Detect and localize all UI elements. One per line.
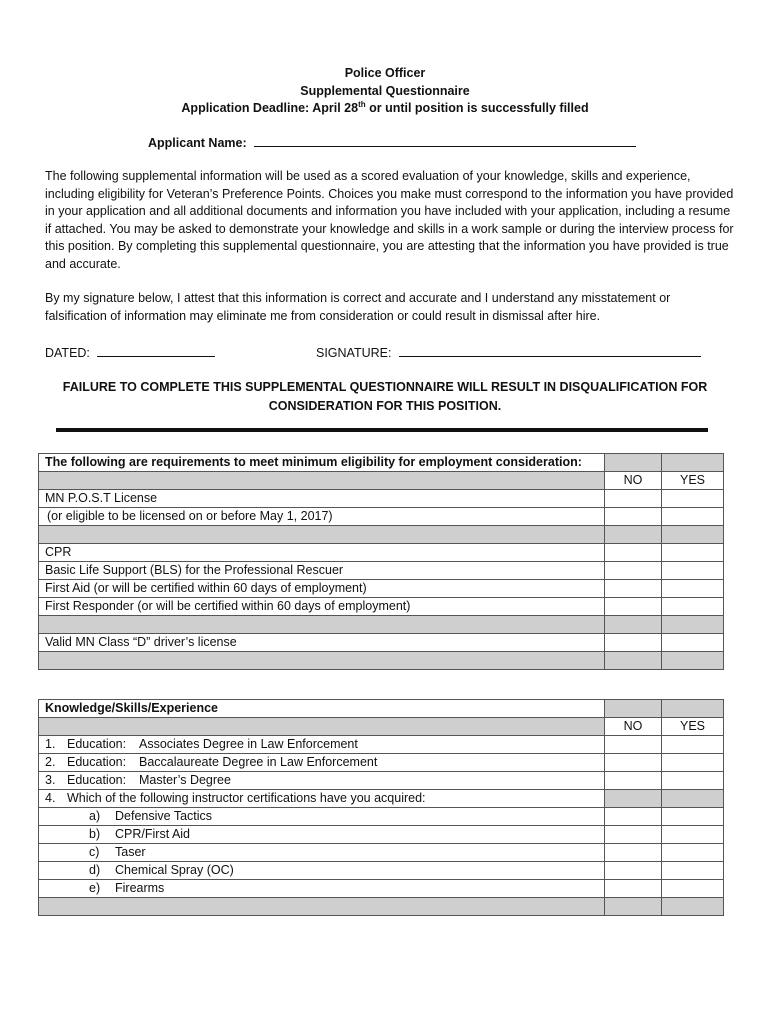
eligibility-table bbox=[38, 453, 724, 670]
dated-label: DATED: bbox=[45, 346, 90, 360]
requirement-label: First Aid (or will be certified within 60 days of employment) bbox=[39, 580, 605, 598]
no-checkbox-masters[interactable] bbox=[605, 772, 662, 790]
applicant-name-label: Applicant Name: bbox=[148, 136, 247, 150]
yes-checkbox-defensive-tactics[interactable] bbox=[662, 808, 724, 826]
no-checkbox-cpr[interactable] bbox=[605, 544, 662, 562]
no-checkbox-baccalaureate[interactable] bbox=[605, 754, 662, 772]
table-row bbox=[39, 508, 724, 526]
form-title: Police Officer bbox=[344, 66, 426, 80]
table-row bbox=[39, 580, 724, 598]
requirement-label: (or eligible to be licensed on or before May 1, 2017) bbox=[39, 508, 605, 526]
table-row bbox=[39, 808, 724, 826]
column-yes-header: YES bbox=[662, 718, 724, 736]
no-checkbox-chemical-spray[interactable] bbox=[605, 862, 662, 880]
table-row bbox=[39, 754, 724, 772]
requirement-label: Basic Life Support (BLS) for the Professional Rescuer bbox=[39, 562, 605, 580]
table-row bbox=[39, 454, 724, 472]
no-checkbox-drivers-license[interactable] bbox=[605, 634, 662, 652]
form-subtitle: Supplemental Questionnaire bbox=[300, 84, 470, 98]
certification-label: c) Taser bbox=[39, 844, 605, 862]
yes-checkbox-post-license[interactable] bbox=[662, 490, 724, 508]
table-row bbox=[39, 736, 724, 754]
table-row bbox=[39, 634, 724, 652]
table-row bbox=[39, 472, 724, 490]
question-label: 2. Education: Baccalaureate Degree in Law Enforcement bbox=[39, 754, 605, 772]
no-checkbox-defensive-tactics[interactable] bbox=[605, 808, 662, 826]
applicant-name-row bbox=[148, 134, 636, 150]
requirement-label: MN P.O.S.T License bbox=[39, 490, 605, 508]
no-checkbox-cpr-first-aid[interactable] bbox=[605, 826, 662, 844]
certification-label: d) Chemical Spray (OC) bbox=[39, 862, 605, 880]
knowledge-skills-table bbox=[38, 699, 724, 916]
attestation-paragraph: By my signature below, I attest that this information is correct and accurate and I understand any misstatement or falsification of information may eliminate me from consideration or could result in dismissal after hire. bbox=[45, 291, 671, 323]
certification-label: a) Defensive Tactics bbox=[39, 808, 605, 826]
table-row bbox=[39, 544, 724, 562]
table-row bbox=[39, 790, 724, 808]
signature-field[interactable] bbox=[399, 344, 701, 357]
requirement-label: Valid MN Class “D” driver’s license bbox=[39, 634, 605, 652]
section-divider bbox=[56, 428, 708, 432]
table-row bbox=[39, 490, 724, 508]
no-checkbox-associates[interactable] bbox=[605, 736, 662, 754]
certification-label: b) CPR/First Aid bbox=[39, 826, 605, 844]
yes-checkbox-firearms[interactable] bbox=[662, 880, 724, 898]
table-row bbox=[39, 652, 724, 670]
yes-checkbox-taser[interactable] bbox=[662, 844, 724, 862]
disqualification-warning: FAILURE TO COMPLETE THIS SUPPLEMENTAL QUESTIONNAIRE WILL RESULT IN DISQUALIFICATION FOR CONSIDERATION FOR THIS POSITION. bbox=[62, 380, 708, 413]
requirement-label: First Responder (or will be certified within 60 days of employment) bbox=[39, 598, 605, 616]
yes-checkbox-first-responder[interactable] bbox=[662, 598, 724, 616]
table-row bbox=[39, 844, 724, 862]
column-yes-header: YES bbox=[662, 472, 724, 490]
intro-paragraph: The following supplemental information will be used as a scored evaluation of your knowledge, skills and experience, including eligibility for Veteran’s Preference Points. Choices you make must correspond to the information you have provided in your application and all additional documents and information you have included with your application, including a resume if attached. You may be asked to demonstrate your knowledge and skills in a work sample or during the interview process for this position. By completing this supplemental questionnaire, you are attesting that the information you have provided is true and accurate. bbox=[45, 169, 734, 271]
no-checkbox-first-responder[interactable] bbox=[605, 598, 662, 616]
table-row bbox=[39, 598, 724, 616]
yes-checkbox-first-aid[interactable] bbox=[662, 580, 724, 598]
table-row bbox=[39, 526, 724, 544]
dated-field[interactable] bbox=[97, 344, 215, 357]
yes-checkbox-drivers-license[interactable] bbox=[662, 634, 724, 652]
eligibility-heading: The following are requirements to meet minimum eligibility for employment consideration: bbox=[39, 454, 605, 472]
table-row bbox=[39, 862, 724, 880]
table-row bbox=[39, 898, 724, 916]
question-label: 1. Education: Associates Degree in Law Enforcement bbox=[39, 736, 605, 754]
certification-label: e) Firearms bbox=[39, 880, 605, 898]
no-checkbox-first-aid[interactable] bbox=[605, 580, 662, 598]
yes-checkbox-cpr[interactable] bbox=[662, 544, 724, 562]
table-row bbox=[39, 700, 724, 718]
column-no-header: NO bbox=[605, 718, 662, 736]
table-row bbox=[39, 616, 724, 634]
table-row bbox=[39, 562, 724, 580]
application-deadline: Application Deadline: April 28th or until position is successfully filled bbox=[181, 99, 589, 115]
no-checkbox-firearms[interactable] bbox=[605, 880, 662, 898]
applicant-name-field[interactable] bbox=[254, 134, 636, 147]
signature-label: SIGNATURE: bbox=[316, 346, 392, 360]
no-checkbox-post-license[interactable] bbox=[605, 490, 662, 508]
dated-row bbox=[45, 344, 215, 360]
question-label: 3. Education: Master’s Degree bbox=[39, 772, 605, 790]
signature-row bbox=[316, 344, 701, 360]
table-row bbox=[39, 718, 724, 736]
table-row bbox=[39, 880, 724, 898]
column-no-header: NO bbox=[605, 472, 662, 490]
ksa-heading: Knowledge/Skills/Experience bbox=[39, 700, 605, 718]
yes-checkbox-associates[interactable] bbox=[662, 736, 724, 754]
table-row bbox=[39, 772, 724, 790]
yes-checkbox-chemical-spray[interactable] bbox=[662, 862, 724, 880]
requirement-label: CPR bbox=[39, 544, 605, 562]
yes-checkbox-cpr-first-aid[interactable] bbox=[662, 826, 724, 844]
question-label: 4. Which of the following instructor certifications have you acquired: bbox=[39, 790, 605, 808]
table-row bbox=[39, 826, 724, 844]
yes-checkbox-masters[interactable] bbox=[662, 772, 724, 790]
no-checkbox-taser[interactable] bbox=[605, 844, 662, 862]
yes-checkbox-baccalaureate[interactable] bbox=[662, 754, 724, 772]
